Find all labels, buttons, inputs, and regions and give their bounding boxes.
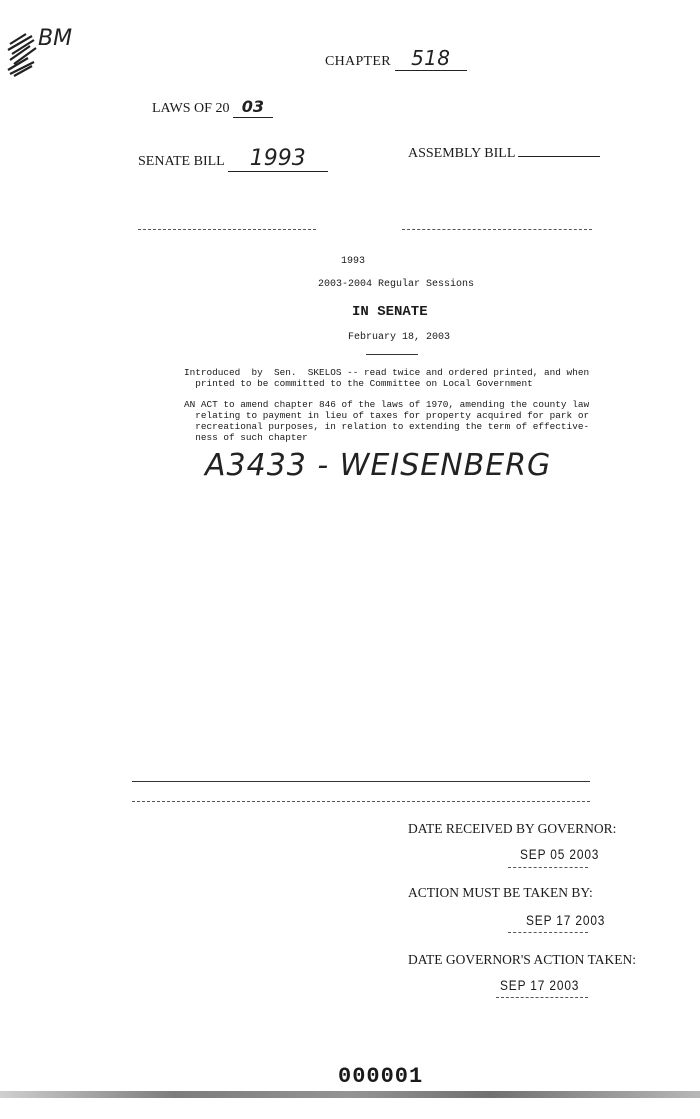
chapter-label: CHAPTER [325, 54, 391, 69]
corner-initials: BM [38, 26, 73, 51]
divider-left [138, 229, 316, 230]
assembly-bill-line [408, 146, 600, 162]
house-heading: IN SENATE [352, 304, 428, 320]
received-date-line [508, 867, 588, 868]
session-text: 2003-2004 Regular Sessions [318, 279, 475, 290]
action-date-line [496, 997, 588, 998]
laws-label: LAWS OF 20 [152, 101, 230, 116]
date-underline [366, 354, 418, 355]
footer-dashed-rule [132, 801, 590, 802]
deadline-label: ACTION MUST BE TAKEN BY: [408, 885, 593, 900]
page-number: 000001 [338, 1064, 424, 1089]
deadline-date-line [508, 932, 588, 933]
chapter-number: 518 [411, 46, 451, 70]
assembly-bill-label: ASSEMBLY BILL [408, 146, 515, 161]
introduction-text: Introduced by Sen. SKELOS -- read twice and ordered printed, and when printed to be committed to the Committee on Local Government [184, 367, 590, 389]
bill-number: 1993 [341, 256, 366, 267]
act-text: AN ACT to amend chapter 846 of the laws of 1970, amending the county law relating to payment in lieu of taxes for property acquired for park or recreational purposes, in relation to extending the term of effective- ness of such chapter [184, 399, 590, 443]
action-date-stamp: SEP 17 2003 [500, 977, 580, 993]
chapter-number-field [395, 46, 467, 71]
introduced-date: February 18, 2003 [348, 332, 451, 343]
scan-edge-smudge [0, 1091, 700, 1098]
assembly-bill-number-field [518, 156, 600, 157]
senate-bill-number: 1993 [249, 146, 306, 171]
deadline-date-stamp: SEP 17 2003 [526, 912, 606, 928]
corner-annotation [4, 24, 94, 84]
senate-bill-line [138, 146, 328, 172]
handwritten-assembly-note: A3433 - WEISENBERG [205, 448, 552, 483]
received-label: DATE RECEIVED BY GOVERNOR: [408, 821, 617, 836]
laws-line [152, 97, 273, 118]
received-date-stamp: SEP 05 2003 [520, 846, 600, 862]
divider-right [402, 229, 592, 230]
action-label: DATE GOVERNOR'S ACTION TAKEN: [408, 952, 636, 967]
laws-year: 03 [241, 97, 265, 116]
chapter-line [325, 46, 467, 71]
senate-bill-label: SENATE BILL [138, 154, 225, 169]
laws-year-field [233, 97, 273, 118]
footer-rule [132, 781, 590, 782]
senate-bill-number-field [228, 146, 328, 172]
